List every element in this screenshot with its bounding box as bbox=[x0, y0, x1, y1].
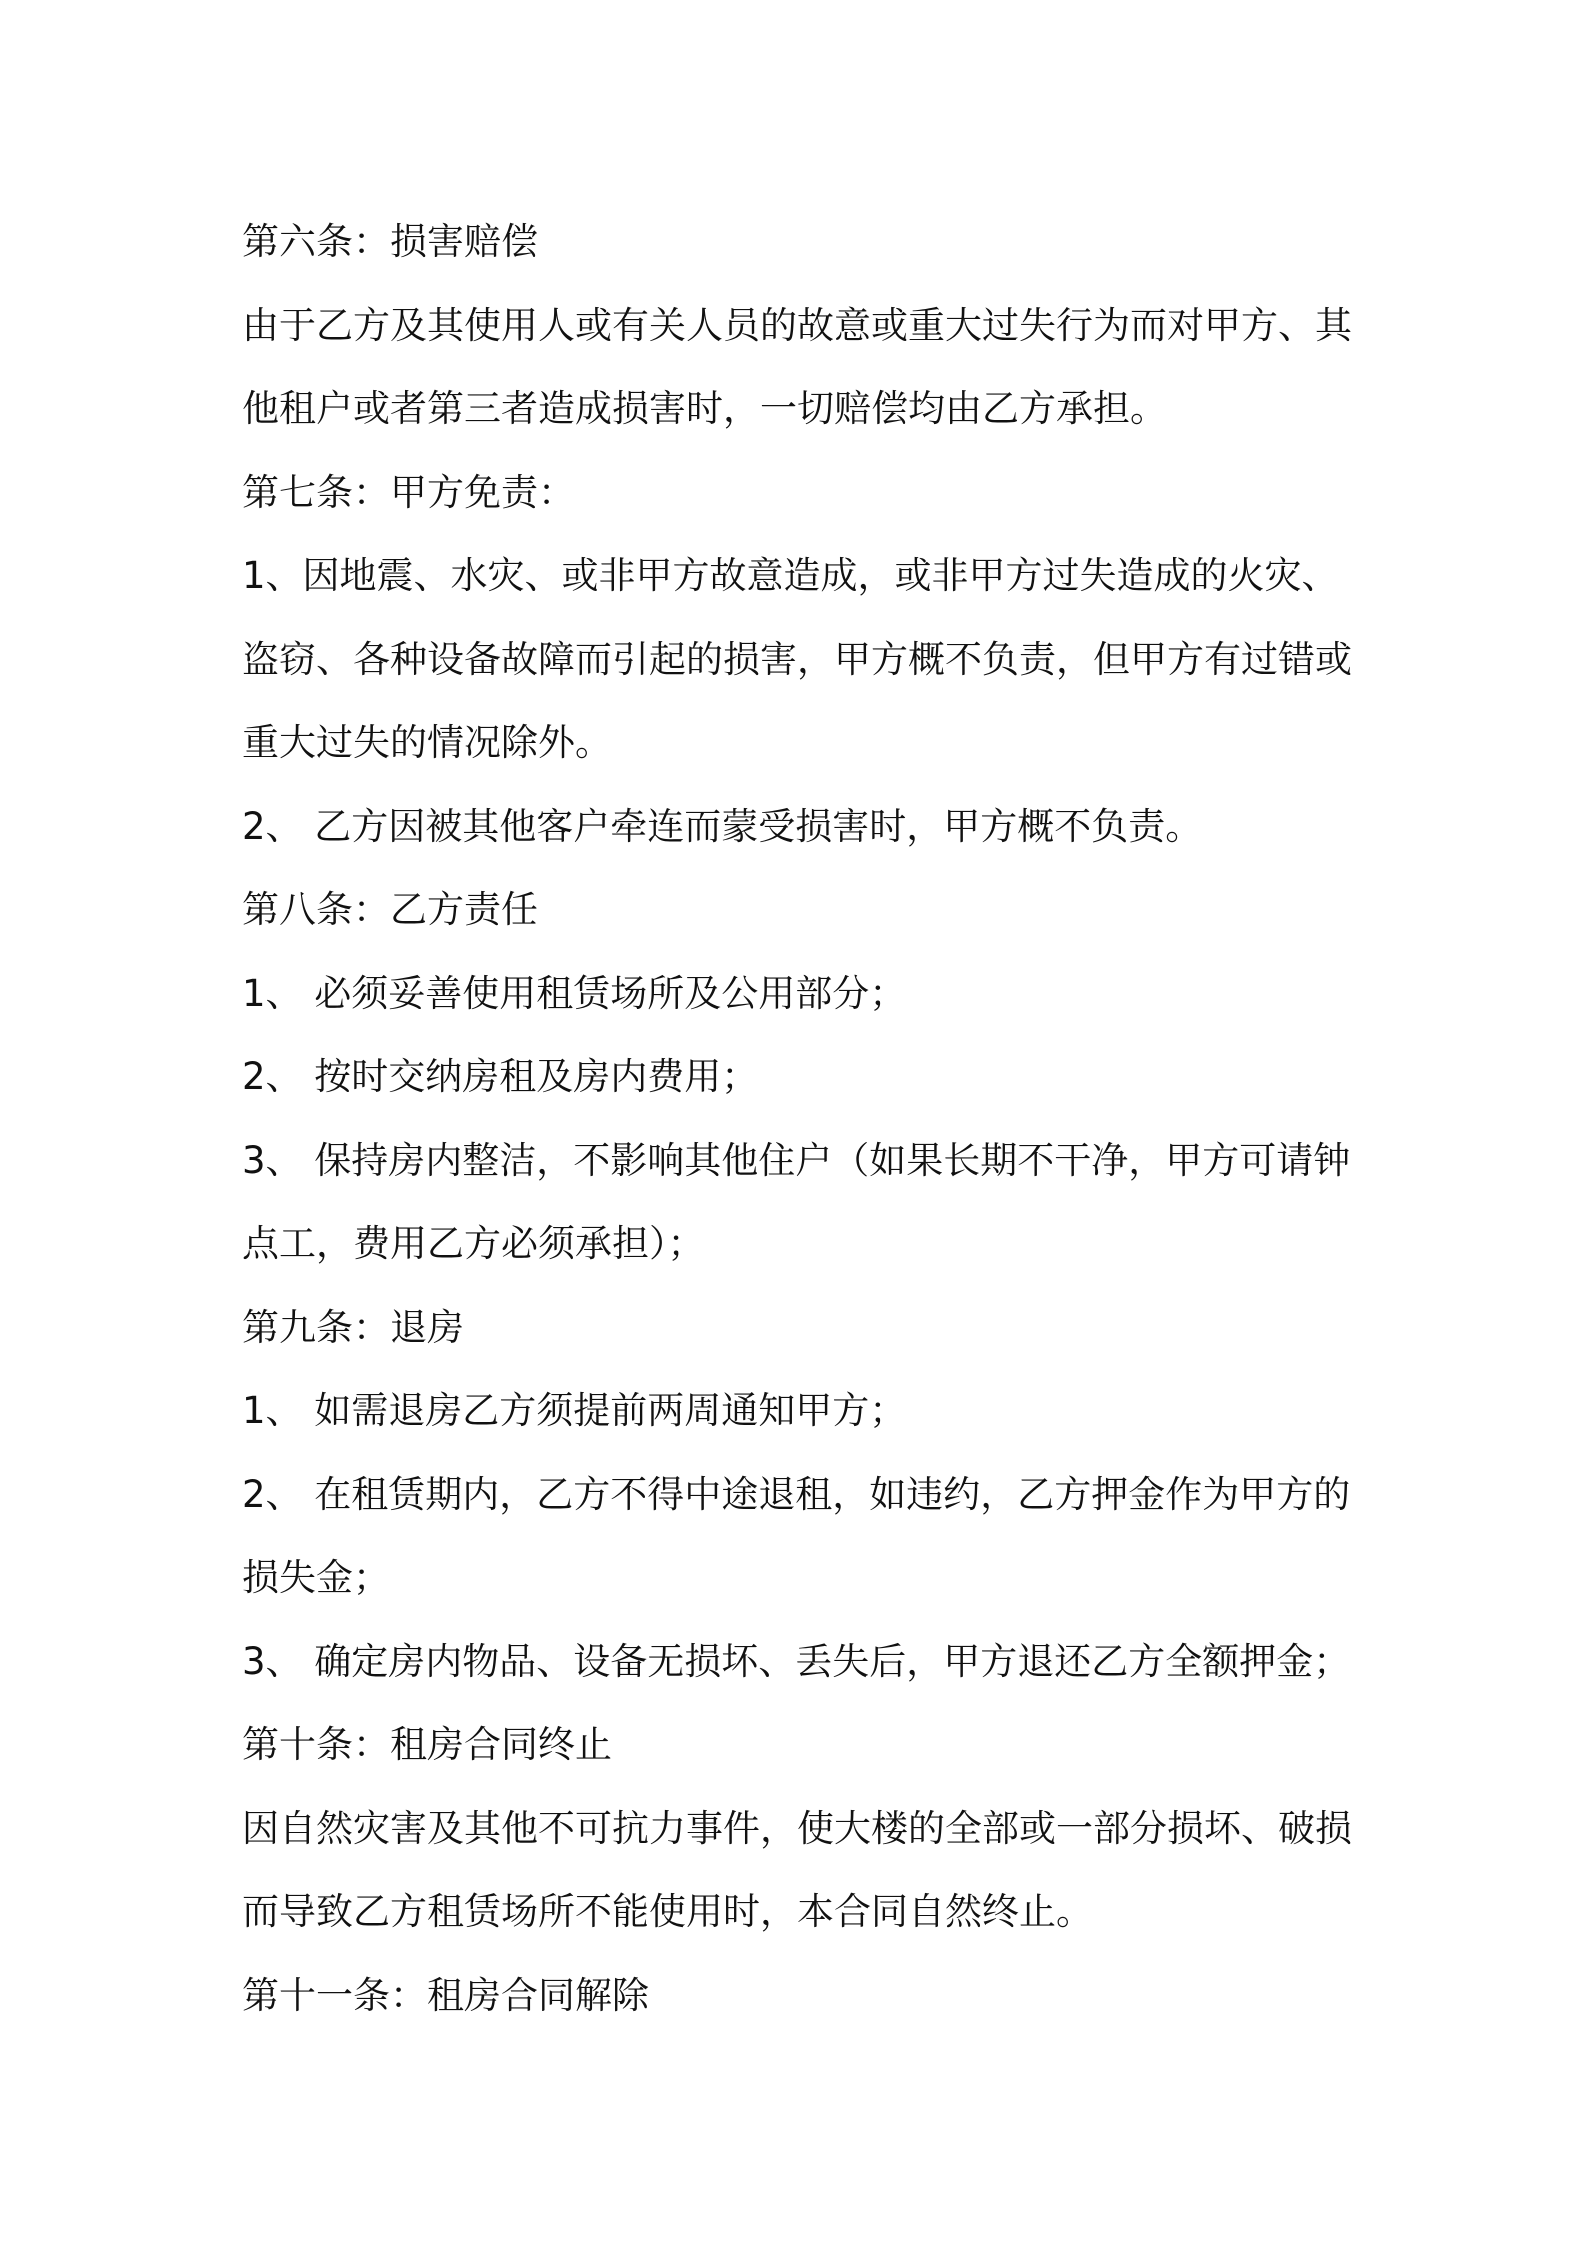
article-9-item-3: 3、 确定房内物品、设备无损坏、丢失后，甲方退还乙方全额押金； bbox=[242, 1639, 1351, 1683]
article-9-item-2-line-2: 损失金； bbox=[242, 1556, 390, 1599]
article-6-text-line-1: 由于乙方及其使用人或有关人员的故意或重大过失行为而对甲方、其 bbox=[242, 303, 1352, 347]
article-9-heading: 第九条：退房 bbox=[242, 1305, 464, 1349]
article-7-heading: 第七条：甲方免责： bbox=[242, 470, 575, 514]
article-6-text-line-2: 他租户或者第三者造成损害时，一切赔偿均由乙方承担。 bbox=[242, 387, 1167, 430]
article-7-item-1-line-2: 盗窃、各种设备故障而引起的损害，甲方概不负责，但甲方有过错或 bbox=[242, 637, 1352, 681]
article-9-item-1: 1、 如需退房乙方须提前两周通知甲方； bbox=[242, 1389, 907, 1432]
article-8-item-3-line-1: 3、 保持房内整洁，不影响其他住户（如果长期不干净，甲方可请钟 bbox=[242, 1138, 1351, 1182]
article-7-item-1-line-3: 重大过失的情况除外。 bbox=[242, 721, 612, 764]
article-10-text-line-1: 因自然灾害及其他不可抗力事件，使大楼的全部或一部分损坏、破损 bbox=[242, 1806, 1352, 1850]
article-8-item-3-line-2: 点工，费用乙方必须承担）； bbox=[242, 1222, 705, 1265]
article-7-item-1-line-1: 1、因地震、水灾、或非甲方故意造成，或非甲方过失造成的火灾、 bbox=[242, 554, 1339, 597]
article-7-item-2: 2、 乙方因被其他客户牵连而蒙受损害时，甲方概不负责。 bbox=[242, 804, 1203, 848]
article-8-item-1: 1、 必须妥善使用租赁场所及公用部分； bbox=[242, 971, 907, 1015]
article-10-heading: 第十条：租房合同终止 bbox=[242, 1723, 612, 1766]
article-8-heading: 第八条：乙方责任 bbox=[242, 888, 538, 931]
article-11-heading: 第十一条：租房合同解除 bbox=[242, 1973, 649, 2017]
document-body bbox=[242, 200, 1362, 2037]
article-9-item-2-line-1: 2、 在租赁期内，乙方不得中途退租，如违约，乙方押金作为甲方的 bbox=[242, 1472, 1351, 1516]
article-6-heading: 第六条：损害赔偿 bbox=[242, 220, 538, 263]
article-10-text-line-2: 而导致乙方租赁场所不能使用时，本合同自然终止。 bbox=[242, 1890, 1093, 1933]
article-8-item-2: 2、 按时交纳房租及房内费用； bbox=[242, 1055, 759, 1098]
